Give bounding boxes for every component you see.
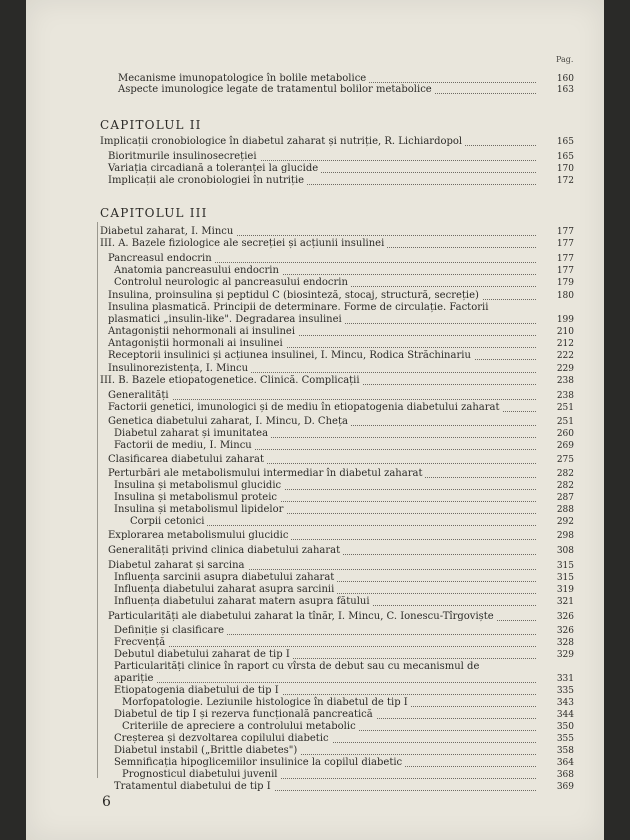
toc-entry-page: 355 <box>556 734 574 744</box>
toc-entry <box>114 661 574 673</box>
toc-entry-page: 282 <box>556 469 574 479</box>
toc-entry-title: Morfopatologie. Leziunile histologice în diabetul de tip I <box>122 697 411 708</box>
toc-entry <box>108 363 574 375</box>
toc-entry-title: Genetica diabetului zaharat, I. Mincu, D. Cheța <box>108 416 351 427</box>
toc-entry-page: 160 <box>556 74 574 84</box>
toc-entry <box>122 769 574 781</box>
toc-entry <box>108 290 574 302</box>
toc-entry-title: Definiție și clasificare <box>114 625 227 636</box>
toc-entry-page: 251 <box>556 403 574 413</box>
toc-entry <box>100 238 574 250</box>
toc-entry-title: Diabetul zaharat și sarcina <box>108 560 248 571</box>
toc-entry-title: Etiopatogenia diabetului de tip I <box>114 685 282 696</box>
toc-entry-title: Implicații ale cronobiologiei în nutriție <box>108 175 307 186</box>
toc-entry <box>108 454 574 466</box>
toc-entry <box>100 226 574 238</box>
toc-entry-title: Receptorii insulinici și acțiunea insulinei, I. Mincu, Rodica Străchinariu <box>108 350 474 361</box>
toc-entry-page: 170 <box>556 164 574 174</box>
toc-entry-page: 238 <box>556 376 574 386</box>
toc-entry-page: 180 <box>556 291 574 301</box>
toc-entry-page: 331 <box>556 674 574 684</box>
toc-entry-title: Perturbări ale metabolismului intermediar în diabetul zaharat <box>108 468 425 479</box>
toc-entry-page: 177 <box>556 254 574 264</box>
toc-entry <box>114 625 574 637</box>
toc-entry-title: Insulina plasmatică. Principii de determinare. Forme de circulație. Factorii <box>108 302 491 313</box>
toc-entry-title: Insulina și metabolismul glucidic <box>114 480 284 491</box>
chapter-3-title: CAPITOLUL III <box>100 206 208 220</box>
toc-entry-title: Controlul neurologic al pancreasului endocrin <box>114 277 351 288</box>
toc-entry-title: Corpii cetonici <box>130 516 207 527</box>
toc-entry-page: 364 <box>556 758 574 768</box>
toc-entry <box>114 781 574 793</box>
toc-entry-title: Aspecte imunologice legate de tratamentul bolilor metabolice <box>118 84 435 95</box>
toc-entry <box>130 516 574 528</box>
toc-entry <box>114 584 574 596</box>
toc-entry-title: Explorarea metabolismului glucidic <box>108 530 291 541</box>
toc-entry-page: 315 <box>556 561 574 571</box>
toc-entry-title: Influența sarcinii asupra diabetului zaharat <box>114 572 337 583</box>
toc-entry <box>108 560 574 572</box>
chapter-3-bracket <box>97 222 98 778</box>
toc-entry-title: Clasificarea diabetului zaharat <box>108 454 267 465</box>
toc-entry <box>114 265 574 277</box>
toc-entry <box>108 326 574 338</box>
toc-entry <box>118 84 574 96</box>
dot-leader <box>114 646 536 647</box>
toc-entry-page: 287 <box>556 493 574 503</box>
toc-entry-page: 251 <box>556 417 574 427</box>
toc-entry <box>114 709 574 721</box>
toc-entry <box>122 721 574 733</box>
toc-entry-title: Semnificația hipoglicemiilor insulinice la copilul diabetic <box>114 757 405 768</box>
document-page <box>26 0 604 840</box>
toc-entry-page: 210 <box>556 327 574 337</box>
toc-entry-page: 275 <box>556 455 574 465</box>
toc-entry-title: Insulina și metabolismul proteic <box>114 492 280 503</box>
toc-entry <box>108 151 574 163</box>
toc-entry <box>108 390 574 402</box>
toc-entry-page: 199 <box>556 315 574 325</box>
toc-entry-page: 369 <box>556 782 574 792</box>
toc-entry <box>100 136 574 148</box>
toc-entry-title: Particularități ale diabetului zaharat la tînăr, I. Mincu, C. Ionescu-Tîrgoviște <box>108 611 497 622</box>
toc-entry-page: 344 <box>556 710 574 720</box>
toc-entry-page: 179 <box>556 278 574 288</box>
toc-entry-title: Particularități clinice în raport cu vîrsta de debut sau cu mecanismul de <box>114 661 482 672</box>
toc-entry-page: 229 <box>556 364 574 374</box>
toc-entry-page: 163 <box>556 85 574 95</box>
toc-entry-page: 315 <box>556 573 574 583</box>
toc-entry <box>122 697 574 709</box>
toc-entry-title: Factorii de mediu, I. Mincu <box>114 440 255 451</box>
toc-entry-page: 177 <box>556 227 574 237</box>
toc-entry-page: 326 <box>556 626 574 636</box>
toc-entry-page: 319 <box>556 585 574 595</box>
chapter-2-title: CAPITOLUL II <box>100 118 202 132</box>
toc-entry-page: 329 <box>556 650 574 660</box>
toc-entry <box>114 440 574 452</box>
toc-entry-page: 368 <box>556 770 574 780</box>
toc-entry-page: 343 <box>556 698 574 708</box>
toc-entry-title: Insulina și metabolismul lipidelor <box>114 504 286 515</box>
toc-entry <box>114 733 574 745</box>
toc-entry <box>108 416 574 428</box>
toc-entry <box>108 338 574 350</box>
toc-entry <box>108 314 574 326</box>
toc-entry-title: Diabetul instabil („Brittle diabetes") <box>114 745 300 756</box>
toc-entry-page: 177 <box>556 266 574 276</box>
toc-entry <box>114 685 574 697</box>
dot-leader <box>108 399 536 400</box>
toc-entry <box>100 375 574 387</box>
toc-entry-page: 238 <box>556 391 574 401</box>
toc-entry <box>114 637 574 649</box>
toc-entry-page: 328 <box>556 638 574 648</box>
toc-entry <box>108 253 574 265</box>
toc-entry-title: III. B. Bazele etiopatogenetice. Clinică. Complicații <box>100 375 363 386</box>
toc-entry-title: Insulina, proinsulina și peptidul C (biosinteză, stocaj, structură, secreție) <box>108 290 482 301</box>
toc-entry <box>108 545 574 557</box>
toc-entry-page: 292 <box>556 517 574 527</box>
toc-entry-title: Generalități <box>108 390 172 401</box>
toc-entry-page: 308 <box>556 546 574 556</box>
toc-entry-title: Influența diabetului zaharat matern asupra fătului <box>114 596 373 607</box>
toc-entry-title: Pancreasul endocrin <box>108 253 215 264</box>
toc-entry-title: Generalități privind clinica diabetului zaharat <box>108 545 343 556</box>
page-number: 6 <box>102 794 111 810</box>
toc-entry-title: Prognosticul diabetului juvenil <box>122 769 280 780</box>
toc-entry-title: Tratamentul diabetului de tip I <box>114 781 274 792</box>
toc-entry-title: Variația circadiană a toleranței la glucide <box>108 163 321 174</box>
toc-entry-page: 269 <box>556 441 574 451</box>
toc-entry-page: 177 <box>556 239 574 249</box>
toc-entry-page: 321 <box>556 597 574 607</box>
toc-entry-title: Implicații cronobiologice în diabetul zaharat și nutriție, R. Lichiardopol <box>100 136 465 147</box>
toc-entry-title: plasmatici „insulin-like". Degradarea insulinei <box>108 314 345 325</box>
toc-entry-title: Frecvență <box>114 637 168 648</box>
toc-entry <box>108 350 574 362</box>
toc-entry <box>108 175 574 187</box>
toc-entry <box>108 402 574 414</box>
toc-entry-title: Debutul diabetului zaharat de tip I <box>114 649 293 660</box>
toc-entry-title: Antagoniștii hormonali ai insulinei <box>108 338 286 349</box>
toc-entry <box>114 649 574 661</box>
toc-entry-page: 335 <box>556 686 574 696</box>
toc-entry-page: 172 <box>556 176 574 186</box>
toc-entry-title: Anatomia pancreasului endocrin <box>114 265 282 276</box>
toc-entry <box>108 611 574 623</box>
toc-entry <box>114 428 574 440</box>
toc-entry <box>114 504 574 516</box>
toc-entry <box>114 572 574 584</box>
toc-entry-title: Bioritmurile insulinosecreției <box>108 151 260 162</box>
toc-entry-title: Criteriile de apreciere a controlului metabolic <box>122 721 359 732</box>
toc-entry <box>108 530 574 542</box>
dot-leader <box>114 682 536 683</box>
toc-entry <box>114 596 574 608</box>
toc-entry <box>114 492 574 504</box>
toc-entry-page: 288 <box>556 505 574 515</box>
toc-entry-title: Factorii genetici, imunologici și de mediu în etiopatogenia diabetului zaharat <box>108 402 503 413</box>
toc-entry <box>114 745 574 757</box>
toc-entry <box>114 277 574 289</box>
toc-entry-page: 358 <box>556 746 574 756</box>
toc-entry-page: 212 <box>556 339 574 349</box>
toc-entry-title: Antagoniștii nehormonali ai insulinei <box>108 326 298 337</box>
toc-entry-title: Insulinorezistența, I. Mincu <box>108 363 251 374</box>
toc-entry <box>108 468 574 480</box>
toc-entry-page: 165 <box>556 152 574 162</box>
toc-entry-title: Diabetul de tip I și rezerva funcțională pancreatică <box>114 709 376 720</box>
toc-entry-page: 222 <box>556 351 574 361</box>
toc-entry-page: 165 <box>556 137 574 147</box>
toc-entry-page: 260 <box>556 429 574 439</box>
toc-entry-page: 298 <box>556 531 574 541</box>
toc-entry-title: III. A. Bazele fiziologice ale secreției și acțiunii insulinei <box>100 238 387 249</box>
toc-entry <box>108 163 574 175</box>
page-column-label: Pag. <box>556 55 574 64</box>
toc-entry <box>114 673 574 685</box>
toc-entry-title: Mecanisme imunopatologice în bolile metabolice <box>118 73 369 84</box>
toc-entry-title: Diabetul zaharat, I. Mincu <box>100 226 236 237</box>
toc-entry-page: 282 <box>556 481 574 491</box>
toc-entry-page: 326 <box>556 612 574 622</box>
toc-entry-page: 350 <box>556 722 574 732</box>
toc-entry <box>114 757 574 769</box>
toc-entry <box>114 480 574 492</box>
toc-entry-title: Influența diabetului zaharat asupra sarcinii <box>114 584 337 595</box>
toc-entry-title: apariție <box>114 673 156 684</box>
toc-entry-title: Creșterea și dezvoltarea copilului diabetic <box>114 733 332 744</box>
toc-entry <box>108 302 574 314</box>
toc-entry-title: Diabetul zaharat și imunitatea <box>114 428 271 439</box>
